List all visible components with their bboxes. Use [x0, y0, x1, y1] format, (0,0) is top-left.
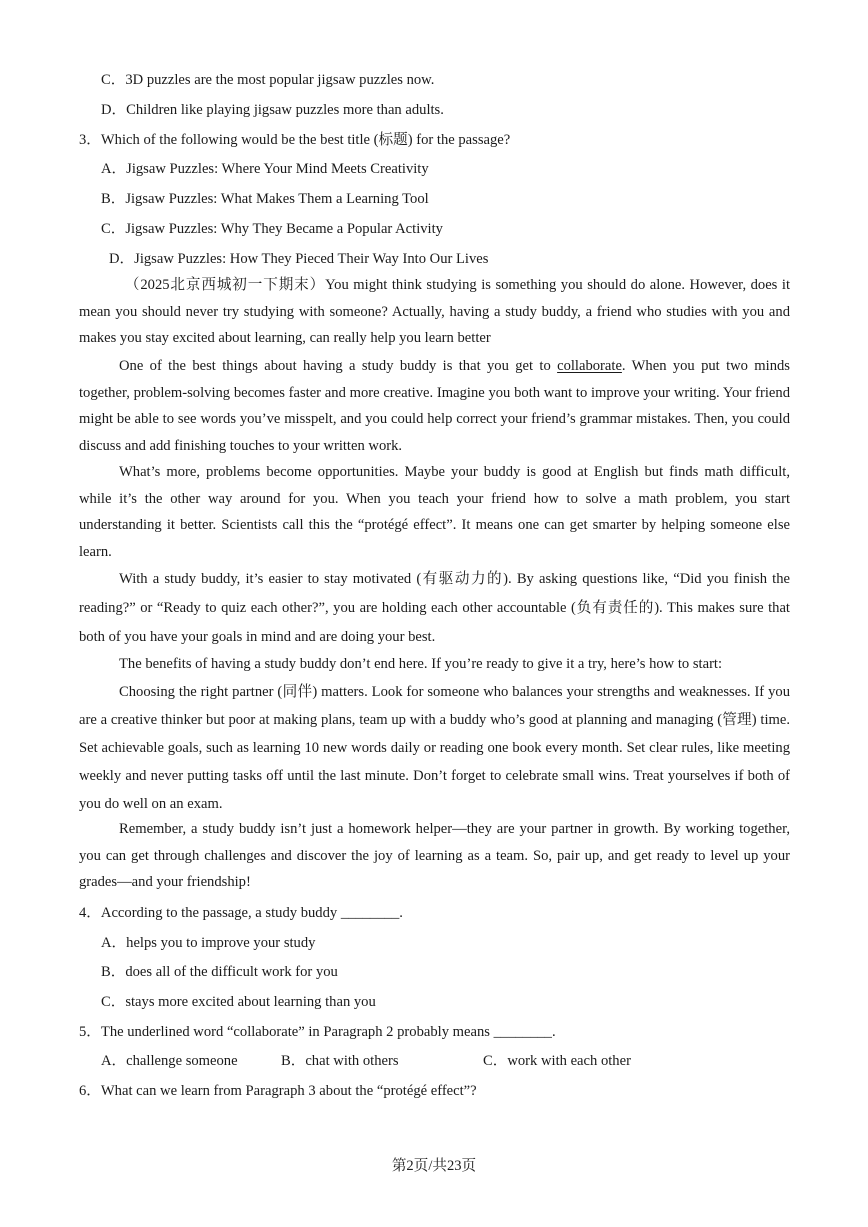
question-5-option-a	[101, 1049, 281, 1070]
option-letter: B．	[101, 964, 126, 980]
answer-blank: ________	[493, 1024, 552, 1040]
question-5-option-b	[281, 1049, 483, 1070]
question-text: What can we learn from Paragraph 3 about the “protégé effect”?	[100, 1083, 477, 1099]
question-number: 6．	[79, 1083, 101, 1099]
question-3-option-a	[101, 157, 429, 178]
page-footer: 第2页/共23页	[391, 1158, 477, 1174]
question-number: 5．	[79, 1024, 101, 1040]
option-text: does all of the difficult work for you	[125, 964, 338, 980]
paragraph-text: . When you put two minds together, problem-solving becomes faster and more creative. Imagine you both want to improve your writing. Your friend might be able to see words you’ve misspelt, and you could help correct your friend’s grammar mistakes. Then, you could discuss and add finishing touches to your written work.	[79, 358, 790, 454]
option-letter: C．	[101, 994, 126, 1010]
option-text: chat with others	[305, 1053, 399, 1069]
prev-option-c	[101, 68, 434, 89]
question-5-option-c	[483, 1049, 631, 1070]
question-text: Which of the following would be the best title (标题) for the passage?	[100, 132, 511, 148]
question-number: 4．	[79, 905, 101, 921]
option-letter: A．	[101, 935, 127, 951]
paragraph-text: What’s more, problems become opportunities. Maybe your buddy is good at English but finds math difficult, while it’s the other way around for you. When you teach your friend how to solve a math problem, you start understanding it better. Scientists call this the “protégé effect”. It means one can get smarter by helping someone else learn.	[79, 464, 790, 560]
prev-option-d	[101, 98, 444, 119]
option-text: challenge someone	[126, 1053, 238, 1069]
option-text: 3D puzzles are the most popular jigsaw puzzles now.	[125, 72, 435, 88]
question-4-option-c	[101, 990, 376, 1011]
question-6-stem	[79, 1079, 477, 1100]
passage-paragraph-6	[79, 678, 790, 818]
paragraph-text: The benefits of having a study buddy don’t end here. If you’re ready to give it a try, here’s how to start:	[119, 656, 723, 672]
passage-paragraph-3	[79, 459, 790, 565]
question-3-stem	[79, 128, 510, 149]
paragraph-text: With a study buddy, it’s easier to stay motivated (有驱动力的). By asking questions like, “Did you finish the reading?” or “Ready to quiz each other?”, you are holding each other accountable (负有责任的). This makes sure that both of you have your goals in mind and are doing your best.	[79, 571, 790, 645]
question-3-option-d	[109, 247, 488, 268]
passage-paragraph-4	[79, 565, 790, 652]
question-5-options	[101, 1049, 631, 1070]
passage-paragraph-5	[79, 651, 790, 678]
option-text: Jigsaw Puzzles: Where Your Mind Meets Creativity	[126, 161, 429, 177]
question-4-option-b	[101, 960, 338, 981]
question-text: The underlined word “collaborate” in Paragraph 2 probably means	[100, 1024, 490, 1040]
option-letter: A．	[101, 1053, 127, 1069]
passage-paragraph-2	[79, 353, 790, 459]
passage-source: （2025北京西城初一下期末）	[124, 277, 326, 293]
option-letter: A．	[101, 161, 127, 177]
option-text: helps you to improve your study	[126, 935, 316, 951]
option-text: stays more excited about learning than you	[125, 994, 376, 1010]
option-letter: D．	[101, 102, 127, 118]
question-3-option-b	[101, 187, 429, 208]
paragraph-text: Remember, a study buddy isn’t just a homework helper—they are your partner in growth. By working together, you can get through challenges and discover the joy of learning as a team. So, pair up, and get ready to level up your grades—and your friendship!	[79, 821, 790, 891]
option-letter: B．	[281, 1053, 306, 1069]
question-end: .	[551, 1024, 556, 1040]
paragraph-text: One of the best things about having a study buddy is that you get to	[119, 358, 558, 374]
option-letter: D．	[109, 251, 135, 267]
option-letter: C．	[483, 1053, 508, 1069]
option-text: Jigsaw Puzzles: What Makes Them a Learning Tool	[125, 191, 429, 207]
option-text: Jigsaw Puzzles: How They Pieced Their Way Into Our Lives	[134, 251, 489, 267]
option-letter: C．	[101, 221, 126, 237]
underlined-word: collaborate	[557, 358, 622, 374]
question-number: 3．	[79, 132, 101, 148]
option-letter: B．	[101, 191, 126, 207]
question-4-option-a	[101, 931, 315, 952]
option-text: Jigsaw Puzzles: Why They Became a Popular Activity	[125, 221, 443, 237]
question-4-stem	[79, 901, 403, 922]
option-text: Children like playing jigsaw puzzles more than adults.	[126, 102, 444, 118]
passage-paragraph-7	[79, 816, 790, 896]
answer-blank: ________	[340, 905, 400, 921]
paragraph-text: You might think studying is something you should do alone. However, does it mean you should never try studying with someone? Actually, having a study buddy, a friend who studies with you and makes you stay excited about learning, can really help you learn better	[79, 277, 790, 347]
paragraph-text: Choosing the right partner (同伴) matters. Look for someone who balances your strengths and weaknesses. If you are a creative thinker but poor at making plans, team up with a buddy who’s good at planning and managing (管理) time. Set achievable goals, such as learning 10 new words daily or reading one book every month. Set clear rules, like meeting weekly and never putting tasks off until the last minute. Don’t forget to celebrate small wins. Treat yourselves if both of you do well on an exam.	[79, 684, 790, 812]
option-letter: C．	[101, 72, 126, 88]
question-text: According to the passage, a study buddy	[100, 905, 338, 921]
question-3-option-c	[101, 217, 443, 238]
question-end: .	[399, 905, 403, 921]
option-text: work with each other	[507, 1053, 631, 1069]
question-5-stem	[79, 1020, 556, 1041]
passage-paragraph-1	[79, 272, 790, 352]
